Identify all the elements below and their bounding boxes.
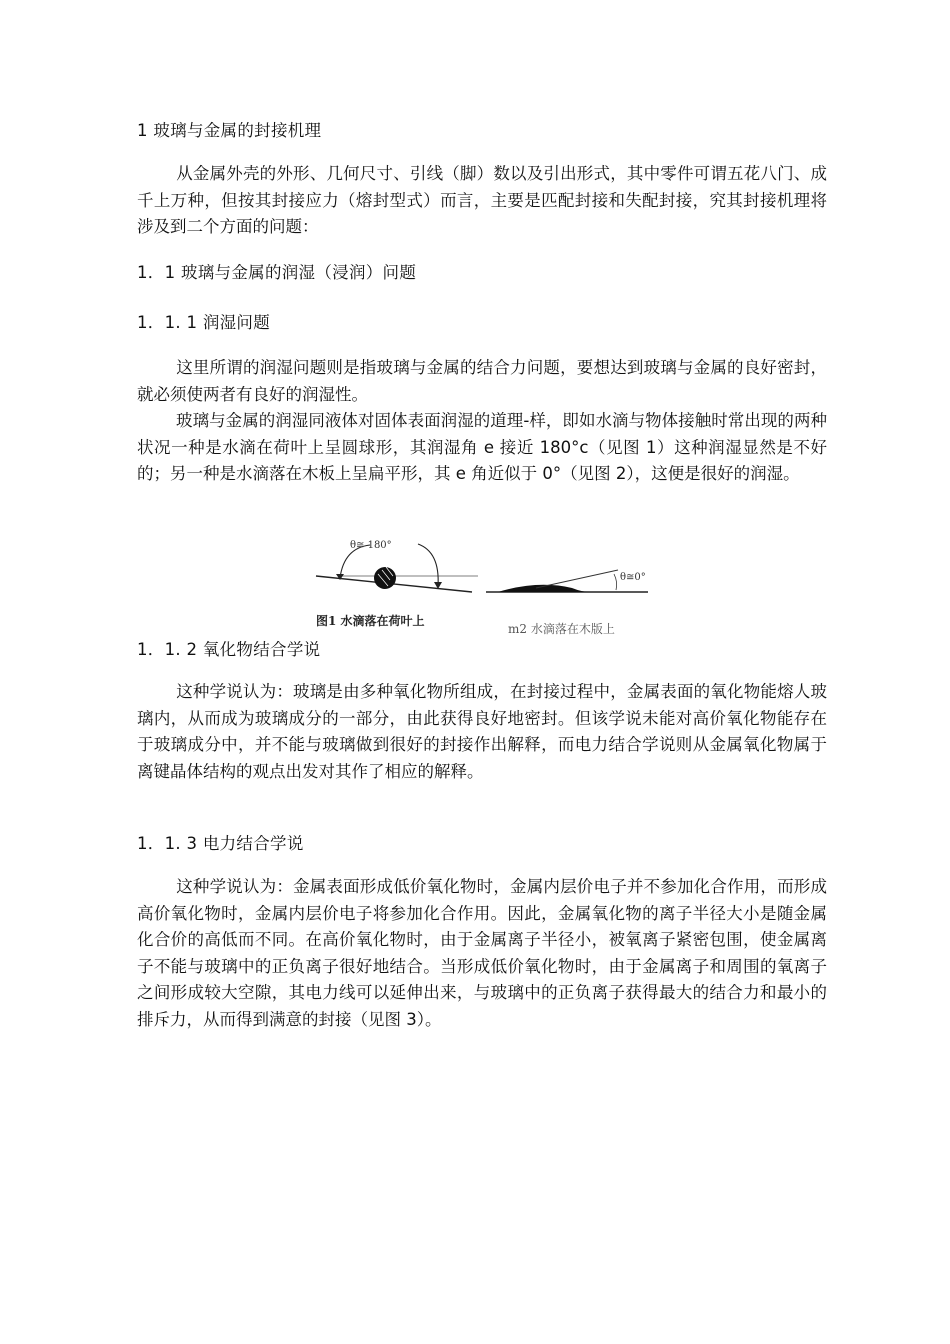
section-1-1-1-paragraph-2 xyxy=(137,408,827,488)
section-1-1-heading: 1．1 玻璃与金属的润湿（浸润）问题 xyxy=(137,263,417,282)
section-1-1-1-paragraph-2-text: 玻璃与金属的润湿同液体对固体表面润湿的道理-样，即如水滴与物体接触时常出现的两种状况一种是水滴在荷叶上呈圆球形，其润湿角 e 接近 180°c（见图 1）这种润湿显然是不好的；另一种是水滴落在木板上呈扁平形，其 e 角近似于 0°（见图 2），这便是很好的润湿。 xyxy=(137,411,827,483)
figure-1-caption: 图1 水滴落在荷叶上 xyxy=(316,614,425,628)
small-angle-arc xyxy=(614,574,617,590)
section-1-1-2-paragraph-text: 这种学说认为：玻璃是由多种氧化物所组成，在封接过程中，金属表面的氧化物能熔人玻璃内，从而成为玻璃成分的一部分，由此获得良好地密封。但该学说未能对高价氧化物能存在于玻璃成分中，并不能与玻璃做到很好的封接作出解释，而电力结合学说则从金属氧化物属于离键晶体结构的观点出发对其作了相应的解释。 xyxy=(137,682,827,781)
tangent-line xyxy=(536,570,618,588)
section-1-1-2-heading: 1．1. 2 氧化物结合学说 xyxy=(137,640,321,659)
section-1-paragraph-text: 从金属外壳的外形、几何尺寸、引线（脚）数以及引出形式，其中零件可谓五花八门、成千上万种，但按其封接应力（熔封型式）而言，主要是匹配封接和失配封接，究其封接机理将涉及到二个方面的问题： xyxy=(137,164,827,236)
section-1-1-3-paragraph-text: 这种学说认为：金属表面形成低价氧化物时，金属内层价电子并不参加化合作用，而形成高价氧化物时，金属内层价电子将参加化合作用。因此，金属氧化物的离子半径大小是随金属化合价的高低而不同。在高价氧化物时，由于金属离子半径小，被氧离子紧密包围，使金属离子不能与玻璃中的正负离子很好地结合。当形成低价氧化物时，由于金属离子和周围的氧离子之间形成较大空隙，其电力线可以延伸出来，与玻璃中的正负离子获得最大的结合力和最小的排斥力，从而得到满意的封接（见图 3）。 xyxy=(137,877,827,1029)
section-1-1-3-paragraph xyxy=(137,874,827,1033)
section-1-1-3-heading: 1．1. 3 电力结合学说 xyxy=(137,834,304,853)
angle-arc-right xyxy=(418,544,438,586)
section-1-1-1-heading: 1．1. 1 润湿问题 xyxy=(137,313,271,332)
section-1-heading: 1 玻璃与金属的封接机理 xyxy=(137,121,322,140)
wetting-angle-figure xyxy=(300,534,660,636)
section-1-1-2-paragraph xyxy=(137,679,827,785)
water-droplet xyxy=(374,567,396,589)
angle-label-0: θ≅0° xyxy=(620,572,646,583)
section-1-paragraph xyxy=(137,161,827,241)
section-1-1-1-paragraph-1-text: 这里所谓的润湿问题则是指玻璃与金属的结合力问题，要想达到玻璃与金属的良好密封，就必须使两者有良好的润湿性。 xyxy=(137,358,827,404)
angle-label-180: θ≅ 180° xyxy=(350,540,392,551)
section-1-1-1-paragraph-1 xyxy=(137,355,827,408)
figure-2-caption: m2 水滴落在木版上 xyxy=(508,622,615,636)
